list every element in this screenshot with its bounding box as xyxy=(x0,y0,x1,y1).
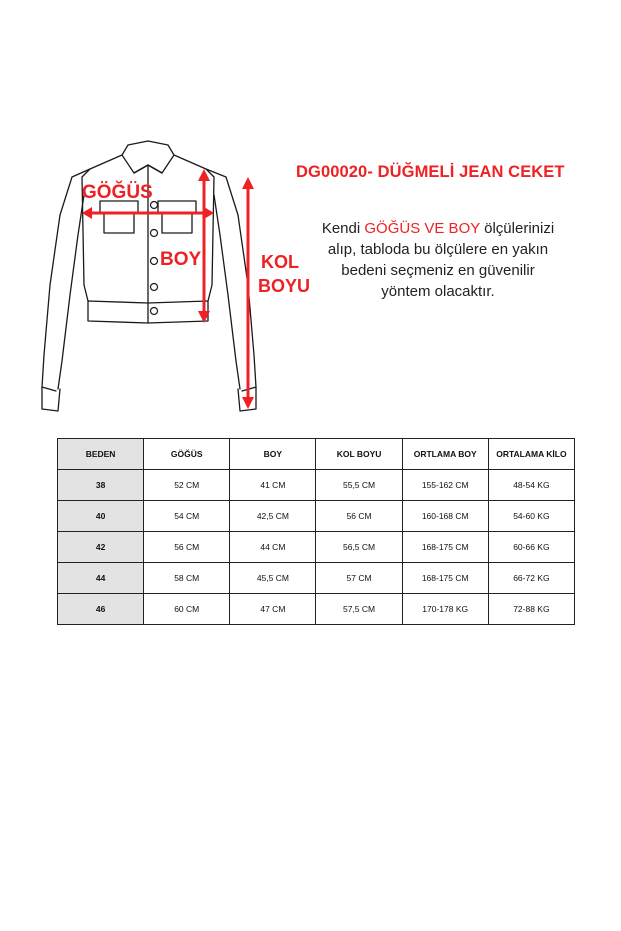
table-cell: 48-54 KG xyxy=(488,470,574,501)
instructions-suffix: ölçülerinizi alıp, tabloda bu ölçülere en yakın bedeni seçmeniz en güvenilir yöntem olacaktır. xyxy=(327,220,555,300)
table-cell: 155-162 CM xyxy=(402,470,488,501)
table-cell: 45,5 CM xyxy=(230,563,316,594)
table-cell: 57 CM xyxy=(316,563,402,594)
button-3 xyxy=(151,258,158,265)
header-cell: ORTALAMA KİLO xyxy=(488,439,574,470)
table-row xyxy=(58,532,575,563)
table-cell: 160-168 CM xyxy=(402,501,488,532)
product-title: DG00020- DÜĞMELİ JEAN CEKET xyxy=(296,163,565,181)
button-5 xyxy=(151,308,158,315)
table-cell: 56 CM xyxy=(144,532,230,563)
table-cell: 56 CM xyxy=(316,501,402,532)
header-cell: ORTLAMA BOY xyxy=(402,439,488,470)
table-row xyxy=(58,594,575,625)
header-cell: GÖĞÜS xyxy=(144,439,230,470)
header-cell: KOL BOYU xyxy=(316,439,402,470)
table-cell: 54 CM xyxy=(144,501,230,532)
size-cell: 44 xyxy=(58,563,144,594)
table-cell: 60-66 KG xyxy=(488,532,574,563)
header-cell: BOY xyxy=(230,439,316,470)
sleeve-length-label xyxy=(258,250,310,298)
chest-label: GÖĞÜS xyxy=(82,182,153,203)
table-cell: 54-60 KG xyxy=(488,501,574,532)
sleeve-measure-arrow xyxy=(242,177,254,409)
instructions-highlight: GÖĞÜS VE BOY xyxy=(364,220,480,237)
table-cell: 56,5 CM xyxy=(316,532,402,563)
size-chart-table xyxy=(57,438,575,625)
button-2 xyxy=(151,230,158,237)
table-cell: 52 CM xyxy=(144,470,230,501)
table-row xyxy=(58,563,575,594)
table-cell: 72-88 KG xyxy=(488,594,574,625)
header-cell: BEDEN xyxy=(58,439,144,470)
table-cell: 168-175 CM xyxy=(402,532,488,563)
size-instructions xyxy=(318,218,558,302)
table-cell: 168-175 CM xyxy=(402,563,488,594)
table-cell: 44 CM xyxy=(230,532,316,563)
table-row xyxy=(58,501,575,532)
table-cell: 41 CM xyxy=(230,470,316,501)
table-cell: 55,5 CM xyxy=(316,470,402,501)
sleeve-label-line1: KOL xyxy=(261,252,299,272)
table-cell: 42,5 CM xyxy=(230,501,316,532)
table-header-row xyxy=(58,439,575,470)
table-cell: 57,5 CM xyxy=(316,594,402,625)
table-row xyxy=(58,470,575,501)
table-cell: 170-178 KG xyxy=(402,594,488,625)
table-cell: 60 CM xyxy=(144,594,230,625)
button-4 xyxy=(151,284,158,291)
table-cell: 47 CM xyxy=(230,594,316,625)
length-label: BOY xyxy=(160,249,202,270)
size-cell: 42 xyxy=(58,532,144,563)
table-cell: 66-72 KG xyxy=(488,563,574,594)
sleeve-label-line2: BOYU xyxy=(258,276,311,296)
size-cell: 38 xyxy=(58,470,144,501)
size-cell: 40 xyxy=(58,501,144,532)
instructions-prefix: Kendi xyxy=(321,220,365,237)
size-cell: 46 xyxy=(58,594,144,625)
table-cell: 58 CM xyxy=(144,563,230,594)
